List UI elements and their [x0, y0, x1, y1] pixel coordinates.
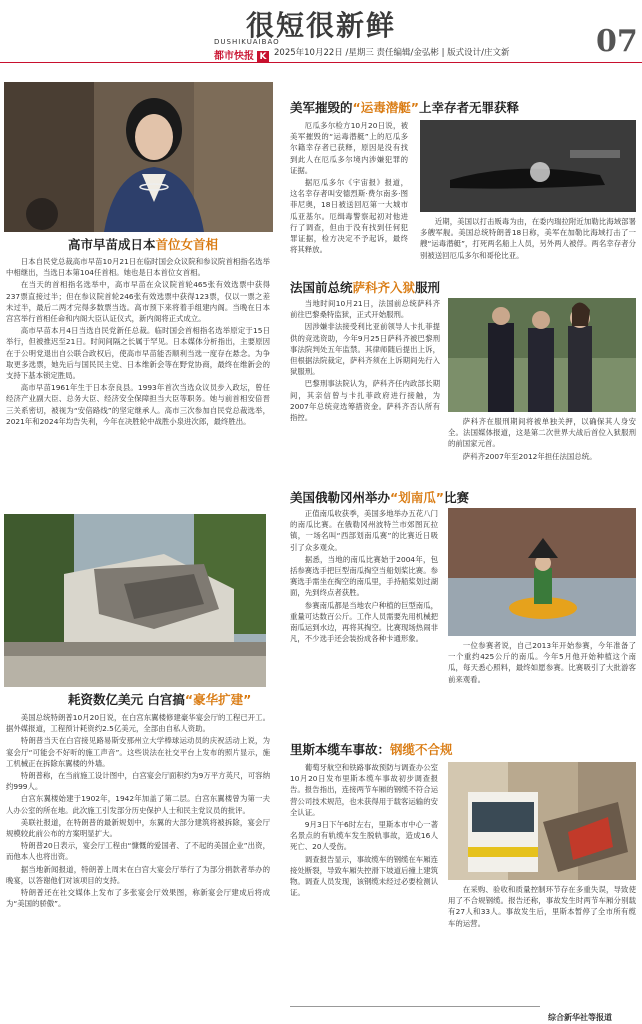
article-headline	[290, 98, 519, 116]
article-body	[290, 298, 440, 478]
headline-text: 里斯本缆车事故：	[290, 742, 391, 757]
article-headline	[290, 488, 469, 506]
paragraph: 高市早苗1961年生于日本奈良县。1993年首次当选众议员步入政坛，曾任经济产业副大臣、总务大臣、经济安全保障担当大臣等职务。她与前首相安倍晋三关系密切，被视为“安倍路线”的坚定继承人。高市三次参加自民党总裁选举，2021年和2024年均告失利，今年在决胜轮中战胜小泉进次郎，最终胜出。	[6, 383, 270, 426]
paragraph: 据悉，当地的南瓜比赛始于2004年，包括参赛选手把巨型南瓜掏空当船划桨比赛。参赛选手需坐在掏空的南瓜里，手持船桨划过湖面，先到终点者获胜。	[290, 554, 438, 598]
paragraph: 一位参赛者说，自己2013年开始参赛，今年准备了一个重约425公斤的南瓜。今年5月他开始种植这个南瓜，每天悉心照料，最终如愿参赛。比赛吸引了大批游客前来观看。	[448, 641, 636, 684]
headline-text: 美国俄勒冈州举办	[290, 490, 391, 505]
paragraph: 因涉嫌非法接受利比亚前领导人卡扎菲提供的竞选资助，今年9月25日萨科齐被巴黎刑事法院判处五年监禁。其律师随后提出上诉，但根据法院裁定，萨科齐须在上诉期间先行入狱服刑。	[290, 322, 440, 377]
paragraph: 调查报告显示，事故缆车的钢缆在车厢连接处断裂，导致车厢失控滑下坡道后撞上建筑物。调查人员发现，该钢缆未经过必要检测认证。	[290, 854, 438, 898]
article-body	[290, 508, 438, 728]
paragraph: 正值南瓜收获季，美国多地举办五花八门的南瓜比赛。在俄勒冈州波特兰市郊图瓦拉镇，一场名叫“西部划南瓜赛”的比赛近日吸引了众多观众。	[290, 509, 438, 552]
article-body-continued	[448, 416, 636, 472]
headline-text: 上幸存者无罪获释	[418, 100, 519, 115]
paragraph: 参赛南瓜都是当地农户种植的巨型南瓜，重量可达数百公斤。工作人员需要先用机械把南瓜运到水边，再将其掏空。比赛现场热闹非凡，不少选手还会装扮成各种卡通形象。	[290, 600, 438, 644]
date-editor-line: 2025年10月22日 /星期三 责任编辑/金弘彬 | 版式设计/庄文新	[274, 48, 510, 58]
headline-highlight: 萨科齐入狱	[352, 280, 416, 295]
headline-highlight: “豪华扩建”	[184, 692, 252, 707]
headline-text: 美军摧毁的	[290, 100, 353, 115]
paragraph: 据当地新闻报道，特朗普上周末在白宫大宴会厅举行了为部分捐款者举办的晚宴，以答谢他们对该项目的支持。	[6, 864, 270, 885]
paragraph: 特朗普20日表示，宴会厅工程由“慷慨的爱国者、了不起的美国企业”出资，而他本人也将出资。	[6, 841, 270, 862]
headline-text: 高市早苗成日本	[68, 237, 156, 252]
paragraph: 美联社报道，在特朗普的最新规划中，东翼的大部分建筑将被拆除，宴会厅规模较此前公布的方案明显扩大。	[6, 817, 270, 839]
paragraph: 巴黎刑事法院认为，萨科齐任内政部长期间，其亲信曾与卡扎菲政府进行接触，为2007年总统竞选筹措资金。萨科齐否认所有指控。	[290, 379, 440, 423]
article-body	[6, 712, 270, 1012]
article-body	[6, 256, 270, 506]
article-body-continued	[448, 640, 636, 736]
paragraph: 高市早苗本月4日当选自民党新任总裁。临时国会首相指名选举原定于15日举行，但被推迟至21日。时间间隔之长属于罕见。日本媒体分析指出，主要原因在于公明党退出自公联合政权后，使高市早苗能否顺利当选一度存在悬念。为争取更多选票，她先后与国民民主党、日本维新会等在野党协商，最终在维新会的支持下基本锁定胜局。	[6, 326, 270, 381]
paragraph: 在当天的首相指名选举中，高市早苗在众议院首轮465张有效选票中获得237票直接过半；但在参议院首轮246张有效选票中获得123票，仅以一票之差未过半，最后二两才完得多数票当选。高市预下来将着手组建内阁。当晚在日本宫宫举行首相任命和内阁大臣认证仪式，新内阁将正式成立。	[6, 280, 270, 324]
article-headline	[68, 235, 218, 253]
k-logo-icon: K	[257, 51, 269, 63]
paragraph: 萨科齐2007年至2012年担任法国总统。	[462, 451, 597, 461]
paragraph: 葡萄牙航空和铁路事故预防与调查办公室10月20日发布里斯本缆车事故初步调查报告。报告指出，连接两节车厢的钢缆不符合运营公司技术规范，也未获得用于载客运输的安全认证。	[290, 763, 438, 817]
takaichi-photo	[4, 82, 273, 232]
headline-highlight: 钢缆不合规	[390, 742, 453, 757]
article-headline	[68, 690, 251, 708]
paragraph: 在采购、验收和质量控制环节存在多重失误，导致使用了不合规钢缆。报告还称，事故发生时两节车厢分别载有27人和33人。事故发生后，里斯本暂停了全市所有缆车的运营。	[448, 885, 636, 928]
paragraph: 9月3日下午6时左右，里斯本市中心一著名景点的有轨缆车发生脱轨事故，造成16人死亡、20人受伤。	[290, 820, 438, 852]
paper-logo	[214, 47, 269, 63]
footer-credit: 综合新华社等报道	[548, 1013, 612, 1022]
page-section-title: 很短很新鲜	[245, 9, 396, 42]
footer-rule	[290, 1006, 540, 1007]
page-number: 07	[596, 24, 638, 59]
paragraph: 美国总统特朗普10月20日说，在白宫东翼楼修建豪华宴会厅的工程已开工。据外媒报道，工程预计耗资约2.5亿美元，全部由自私人资助。	[6, 713, 270, 734]
masthead-rule	[0, 62, 642, 63]
paragraph: 特朗普称，在当前施工设计图中，白宫宴会厅面积约为9万平方英尺，可容纳约999人。	[6, 771, 270, 792]
sarkozy-photo	[448, 298, 636, 412]
submarine-strike-photo	[420, 120, 636, 212]
paragraph: 近期，美国以打击贩毒为由，在委内瑞拉附近加勒比海域部署多艘军舰。美国总统特朗普18日称，美军在加勒比海域打击了一艘“运毒潜艇”，打死两名船上人员，另外两人被俘。两名幸存者分别被送回厄瓜多尔和哥伦比亚。	[420, 217, 636, 260]
paragraph: 特朗普当天在白宫接见路易斯安那州立大学棒球运动员的庆祝活动上说，为宴会厅“可能会不好听的施工声音”。这些说法在社交平台上发布的照片显示，施工机械正在拆除东翼楼的外墙。	[6, 736, 270, 768]
article-body-continued	[448, 884, 636, 1002]
white-house-demolition-photo	[4, 514, 266, 687]
paragraph: 厄瓜多尔检方10月20日说，被美军摧毁的“运毒潜艇”上的厄瓜多尔籍幸存者已获释，原因是没有找到此人在厄瓜多尔境内涉嫌犯罪的证据。	[290, 121, 408, 175]
headline-highlight: 首位女首相	[155, 237, 219, 252]
headline-text: 耗资数亿美元 白宫搞	[68, 692, 185, 707]
article-headline	[290, 278, 440, 296]
headline-text: 服刑	[415, 280, 441, 295]
article-body-continued	[420, 216, 636, 272]
paragraph: 萨科齐在服刑期间将被单独关押，以确保其人身安全。法国媒体报道，这是第二次世界大战后首位入狱服刑的前国家元首。	[448, 417, 636, 449]
masthead-pinyin: DUSHIKUAIBAO	[214, 38, 280, 46]
paragraph: 白宫东翼楼始建于1902年，1942年加盖了第二层。白宫东翼楼曾为第一夫人办公室的所在地。此次施工引发部分历史保护人士和民主党议员的批评。	[6, 794, 270, 815]
paragraph: 据厄瓜多尔《宇宙报》报道，这名幸存者叫安德烈斯·费尔南多·图菲尼奥，18日被送回厄第一大城市瓜亚基尔。厄缉毒警察起初对他进行了调查，但由于没有找到任何犯罪证据，检方决定不予起诉，最终将其释放。	[290, 178, 408, 255]
paragraph: 当地时间10月21日，法国前总统萨科齐前往巴黎桑特监狱，正式开始服刑。	[290, 299, 440, 320]
paragraph: 日本自民党总裁高市早苗10月21日在临时国会众议院和参议院首相指名选举中相继出，当选日本第104任首相。她也是日本首位女首相。	[6, 257, 270, 278]
article-body	[290, 762, 438, 1002]
paragraph: 特朗普还在社交媒体上发布了多张宴会厅效果图，称新宴会厅建成后将成为“美国的骄傲”。	[6, 888, 270, 909]
paper-name: 都市快报	[214, 51, 254, 62]
headline-text: 法国前总统	[290, 280, 353, 295]
article-body	[290, 120, 408, 268]
headline-highlight: “运毒潜艇”	[352, 100, 419, 115]
pumpkin-boat-photo	[448, 508, 636, 636]
article-headline	[290, 740, 453, 758]
lisbon-funicular-photo	[448, 762, 636, 880]
headline-text: 比赛	[443, 490, 469, 505]
headline-highlight: “划南瓜”	[390, 490, 444, 505]
